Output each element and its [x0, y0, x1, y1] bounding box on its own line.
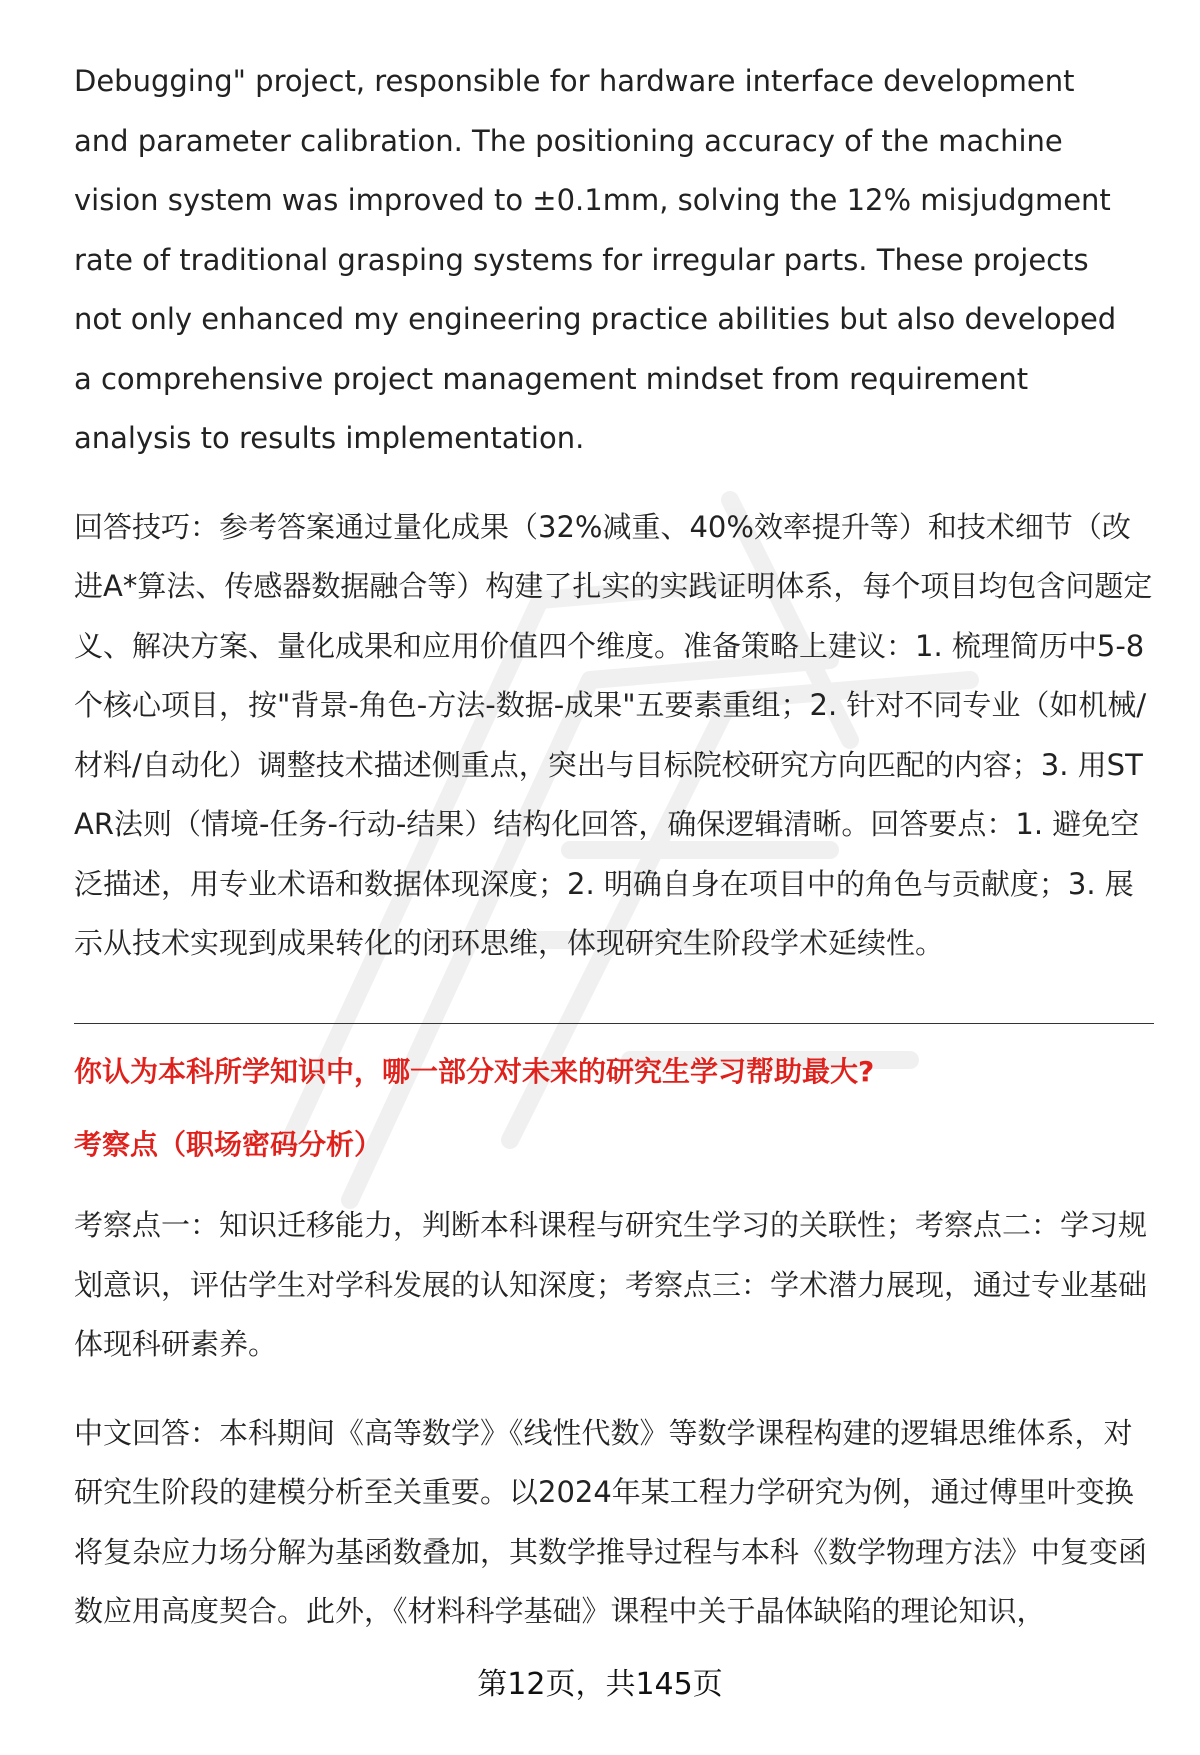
lower-content: [74, 1196, 1154, 1642]
english-answer-paragraph: Debugging" project, responsible for hardware interface development and parameter calibration. The positioning accuracy of the machine vision system was improved to ±0.1mm, solving the 12% misjudgment rate of traditional grasping systems for irregular parts. These projects not only enhanced my engineering practice abilities but also developed a comprehensive project management mindset from requirement analysis to results implementation.: [74, 64, 1117, 455]
assessment-points-paragraph: 考察点一：知识迁移能力，判断本科课程与研究生学习的关联性；考察点二：学习规划意识，评估学生对学科发展的认知深度；考察点三：学术潜力展现，通过专业基础体现科研素养。: [74, 1208, 1148, 1361]
page-number: 第12页，共145页: [477, 1667, 723, 1702]
upper-content: [74, 52, 1154, 974]
chinese-answer-paragraph: 中文回答：本科期间《高等数学》《线性代数》等数学课程构建的逻辑思维体系，对研究生阶段的建模分析至关重要。以2024年某工程力学研究为例，通过傅里叶变换将复杂应力场分解为基函数叠加，其数学推导过程与本科《数学物理方法》中复变函数应用高度契合。此外，《材料科学基础》课程中关于晶体缺陷的理论知识，: [74, 1415, 1148, 1628]
section-divider: [74, 1023, 1154, 1024]
assessment-heading: 考察点（职场密码分析）: [74, 1128, 383, 1161]
question-title: 你认为本科所学知识中，哪一部分对未来的研究生学习帮助最大?: [74, 1055, 875, 1088]
answer-tips-paragraph: 回答技巧：参考答案通过量化成果（32%减重、40%效率提升等）和技术细节（改进A*算法、传感器数据融合等）构建了扎实的实践证明体系，每个项目均包含问题定义、解决方案、量化成果和应用价值四个维度。准备策略上建议：1. 梳理简历中5-8个核心项目，按"背景-角色-方法-数据-成果"五要素重组；2. 针对不同专业（如机械/材料/自动化）调整技术描述侧重点，突出与目标院校研究方向匹配的内容；3. 用STAR法则（情境-任务-行动-结果）结构化回答，确保逻辑清晰。回答要点：1. 避免空泛描述，用专业术语和数据体现深度；2. 明确自身在项目中的角色与贡献度；3. 展示从技术实现到成果转化的闭环思维，体现研究生阶段学术延续性。: [74, 509, 1153, 960]
